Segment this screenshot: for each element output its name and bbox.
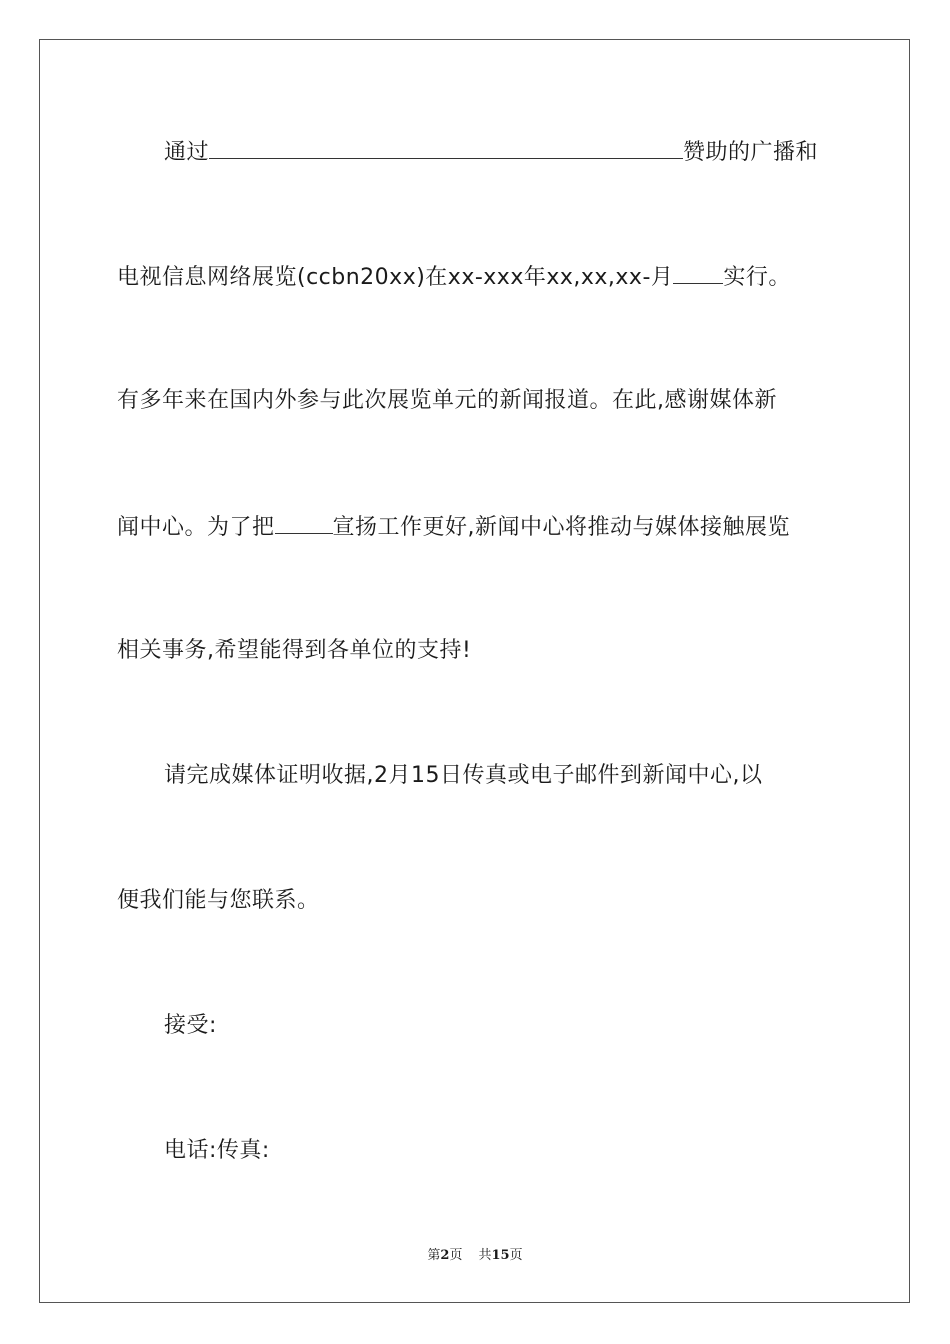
text-news-center: 闻中心。为了把: [117, 515, 275, 540]
footer-page-suffix: 页: [449, 1248, 463, 1263]
paragraph-2-line-2: [117, 886, 837, 916]
accept-label: [164, 1011, 837, 1041]
text-support-request: 相关事务,希望能得到各单位的支持!: [117, 638, 472, 663]
text-complete-receipt: 请完成媒体证明收据,2月15日传真或电子邮件到新闻中心,以: [164, 763, 763, 788]
footer-page-prefix: 第: [427, 1248, 441, 1263]
text-exhibition-date: 电视信息网络展览(ccbn20xx)在xx-xxx年xx,xx,xx-月: [117, 265, 674, 290]
promotion-blank: [275, 511, 333, 534]
text-through: 通过: [164, 140, 210, 165]
page-footer: [0, 1246, 950, 1266]
footer-total-pages: 15: [491, 1248, 510, 1263]
text-accept: 接受:: [164, 1013, 217, 1038]
text-phone-fax: 电话:传真:: [164, 1138, 270, 1163]
text-promotion-work: 宣扬工作更好,新闻中心将推动与媒体接触展览: [332, 515, 791, 540]
text-held: 实行。: [723, 265, 791, 290]
paragraph-1-line-2: [117, 261, 837, 293]
text-sponsored-broadcast: 赞助的广播和: [683, 140, 819, 165]
footer-total-suffix: 页: [509, 1248, 523, 1263]
paragraph-1-line-1: [164, 136, 837, 168]
footer-page-number: 2: [440, 1248, 450, 1263]
paragraph-1-line-4: [117, 511, 837, 543]
month-blank: [673, 261, 723, 284]
page-frame: [39, 39, 910, 1303]
paragraph-2-line-1: [164, 761, 837, 791]
text-news-coverage: 有多年来在国内外参与此次展览单元的新闻报道。在此,感谢媒体新: [117, 388, 777, 413]
paragraph-1-line-3: [117, 386, 837, 416]
sponsor-blank: [209, 136, 683, 159]
text-contact: 便我们能与您联系。: [117, 888, 320, 913]
paragraph-1-line-5: [117, 636, 837, 666]
footer-total-prefix: 共: [478, 1248, 492, 1263]
phone-fax-label: [164, 1136, 837, 1166]
